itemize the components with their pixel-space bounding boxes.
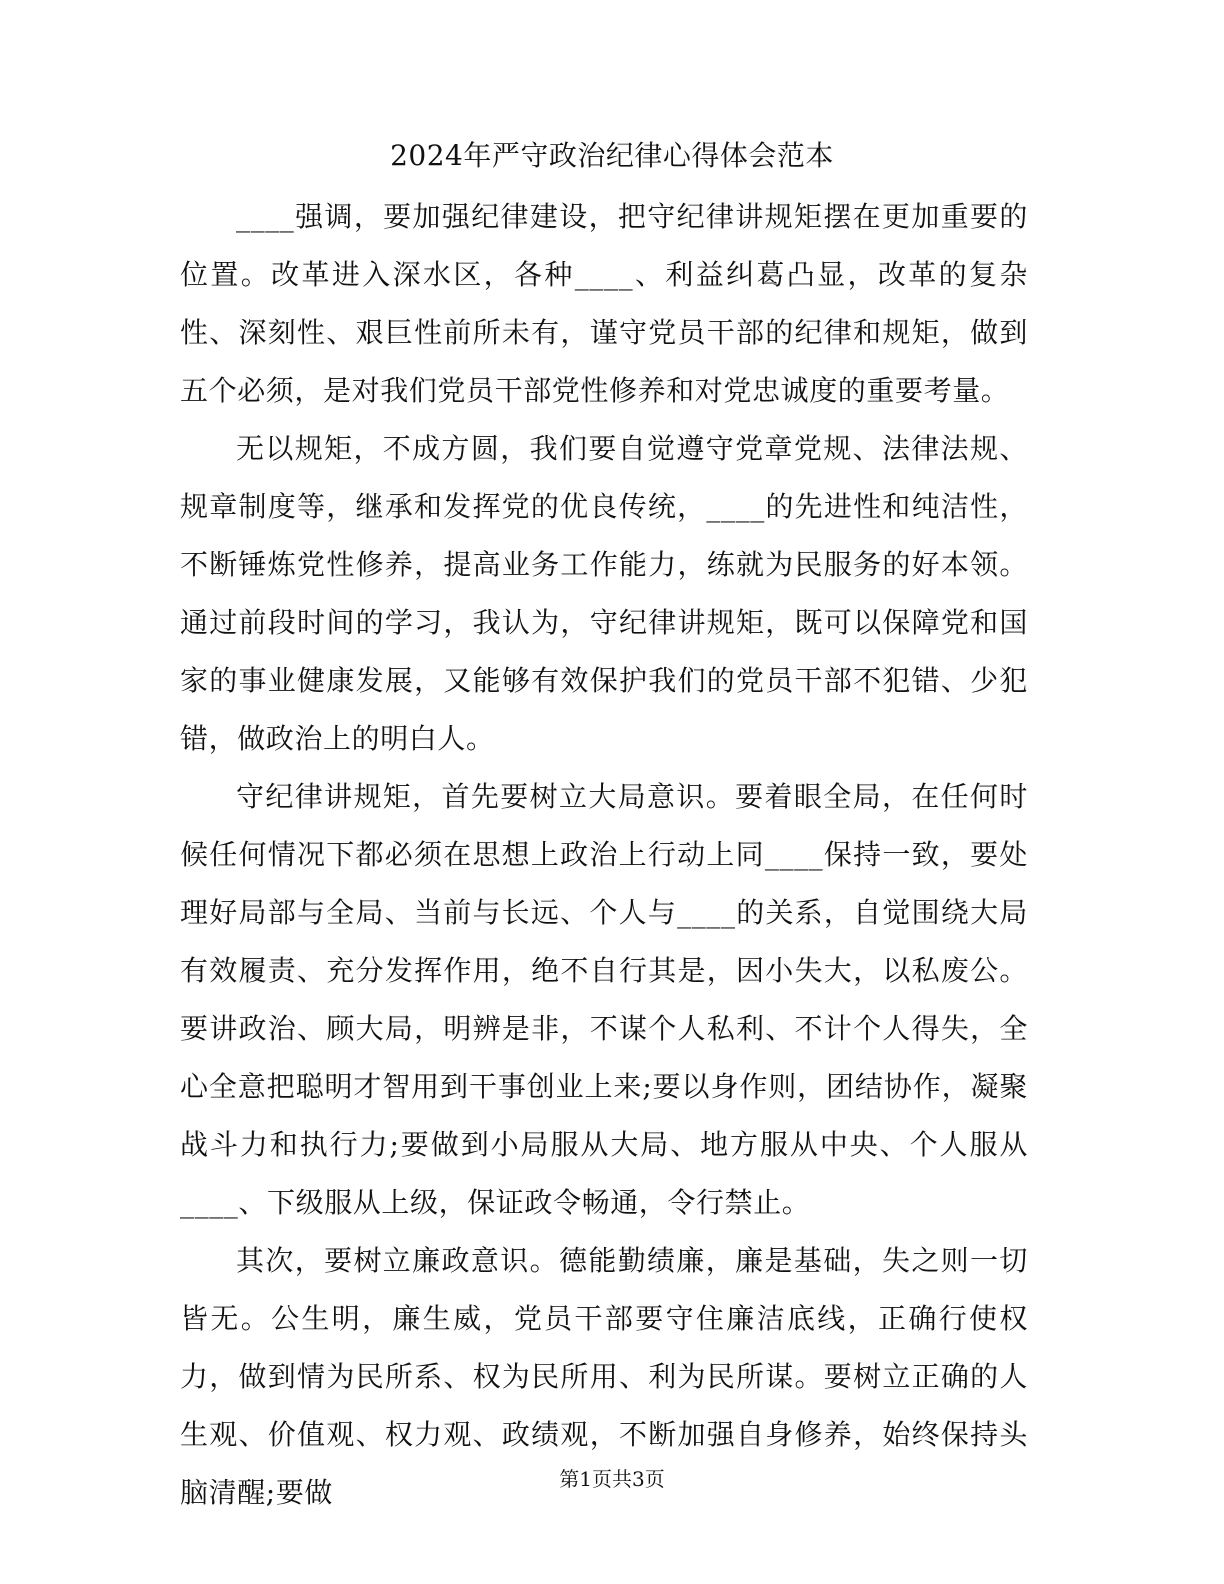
document-body [180,188,1028,1522]
paragraph: 守纪律讲规矩，首先要树立大局意识。要着眼全局，在任何时候任何情况下都必须在思想上政治上行动上同____保持一致，要处理好局部与全局、当前与长远、个人与____的关系，自觉围绕大局有效履责、充分发挥作用，绝不自行其是，因小失大，以私废公。要讲政治、顾大局，明辨是非，不谋个人私利、不计个人得失，全心全意把聪明才智用到干事创业上来;要以身作则，团结协作，凝聚战斗力和执行力;要做到小局服从大局、地方服从中央、个人服从____、下级服从上级，保证政令畅通，令行禁止。 [180,780,1028,1219]
document-title: 2024年严守政治纪律心得体会范本 [390,139,834,172]
paragraph: ____强调，要加强纪律建设，把守纪律讲规矩摆在更加重要的位置。改革进入深水区，各种____、利益纠葛凸显，改革的复杂性、深刻性、艰巨性前所未有，谨守党员干部的纪律和规矩，做到五个必须，是对我们党员干部党性修养和对党忠诚度的重要考量。 [180,200,1028,407]
paragraph: 其次，要树立廉政意识。德能勤绩廉，廉是基础，失之则一切皆无。公生明，廉生威，党员干部要守住廉洁底线，正确行使权力，做到情为民所系、权为民所用、利为民所谋。要树立正确的人生观、价值观、权力观、政绩观，不断加强自身修养，始终保持头脑清醒;要做 [180,1244,1028,1509]
page-number-footer: 第1页共3页 [559,1467,665,1491]
paragraph: 无以规矩，不成方圆，我们要自觉遵守党章党规、法律法规、规章制度等，继承和发挥党的优良传统，____的先进性和纯洁性，不断锤炼党性修养，提高业务工作能力，练就为民服务的好本领。通过前段时间的学习，我认为，守纪律讲规矩，既可以保障党和国家的事业健康发展，又能够有效保护我们的党员干部不犯错、少犯错，做政治上的明白人。 [180,432,1028,755]
